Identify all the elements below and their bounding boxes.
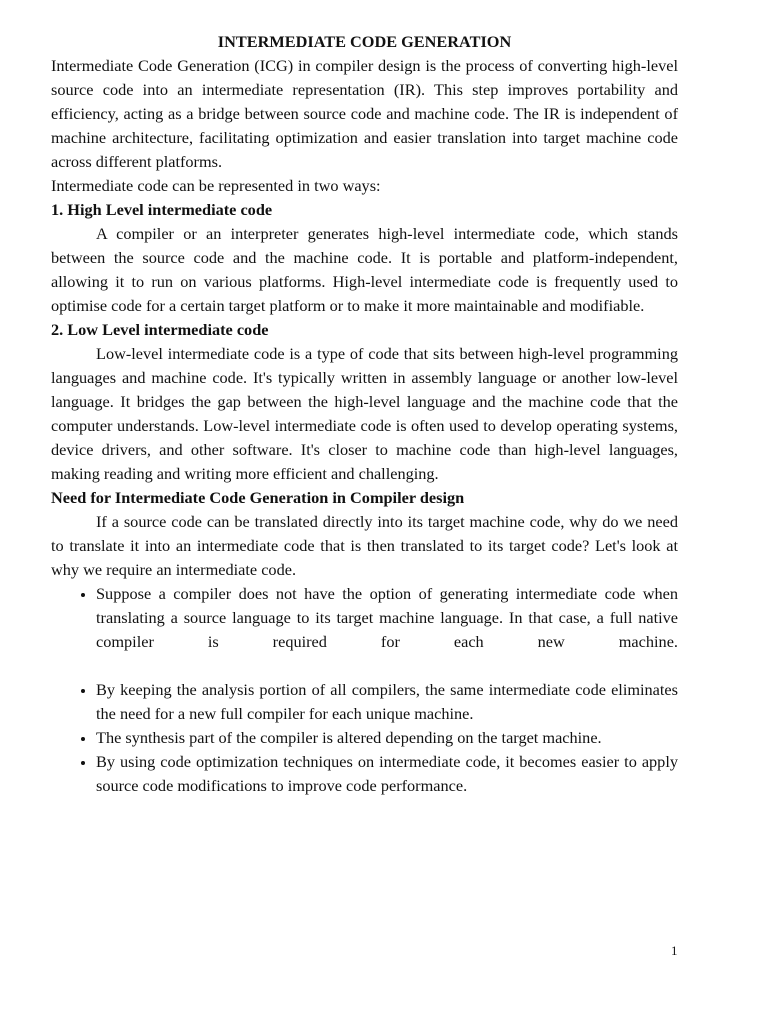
bullet-spacer [96, 654, 678, 678]
need-paragraph: If a source code can be translated directly into its target machine code, why do we need to translate it into an intermediate code that is then translated to its target code? Let's look at why we require an intermediate code. [51, 512, 678, 579]
high-level-paragraph: A compiler or an interpreter generates high-level intermediate code, which stands between the source code and the machine code. It is portable and platform-independent, allowing it to run on various platforms. High-level intermediate code is frequently used to optimise code for a certain target platform or to make it more maintainable and modifiable. [51, 224, 678, 315]
bullet-item: • Suppose a compiler does not have the option of generating intermediate code when translating a source language to its target machine language. In that case, a full native compiler is required for each new machine. [96, 582, 678, 654]
bullet-item: • By keeping the analysis portion of all compilers, the same intermediate code eliminates the need for a new full compiler for each unique machine. [96, 678, 678, 726]
low-level-paragraph: Low-level intermediate code is a type of code that sits between high-level programming languages and machine code. It's typically written in assembly language or another low-level language. It bridges the gap between the high-level language and the machine code that the computer understands. Low-level intermediate code is often used to develop operating systems, device drivers, and other software. It's closer to machine code than high-level languages, making reading and writing more efficient and challenging. [51, 344, 678, 483]
high-level-heading: 1. High Level intermediate code [51, 200, 273, 219]
need-heading: Need for Intermediate Code Generation in Compiler design [51, 488, 465, 507]
need-bullet-list [51, 582, 678, 798]
page-title: INTERMEDIATE CODE GENERATION [217, 32, 512, 51]
intro-paragraph: Intermediate Code Generation (ICG) in compiler design is the process of converting high-level source code into an intermediate representation (IR). This step improves portability and efficiency, acting as a bridge between source code and machine code. The IR is independent of machine architecture, facilitating optimization and easier translation into target machine code across different platforms. [51, 56, 678, 171]
ways-intro-paragraph: Intermediate code can be represented in two ways: [51, 176, 381, 195]
bullet-item: • The synthesis part of the compiler is altered depending on the target machine. [96, 726, 678, 750]
page-number: 1 [671, 943, 678, 958]
low-level-heading: 2. Low Level intermediate code [51, 320, 269, 339]
bullet-item: • By using code optimization techniques on intermediate code, it becomes easier to apply source code modifications to improve code performance. [96, 750, 678, 798]
